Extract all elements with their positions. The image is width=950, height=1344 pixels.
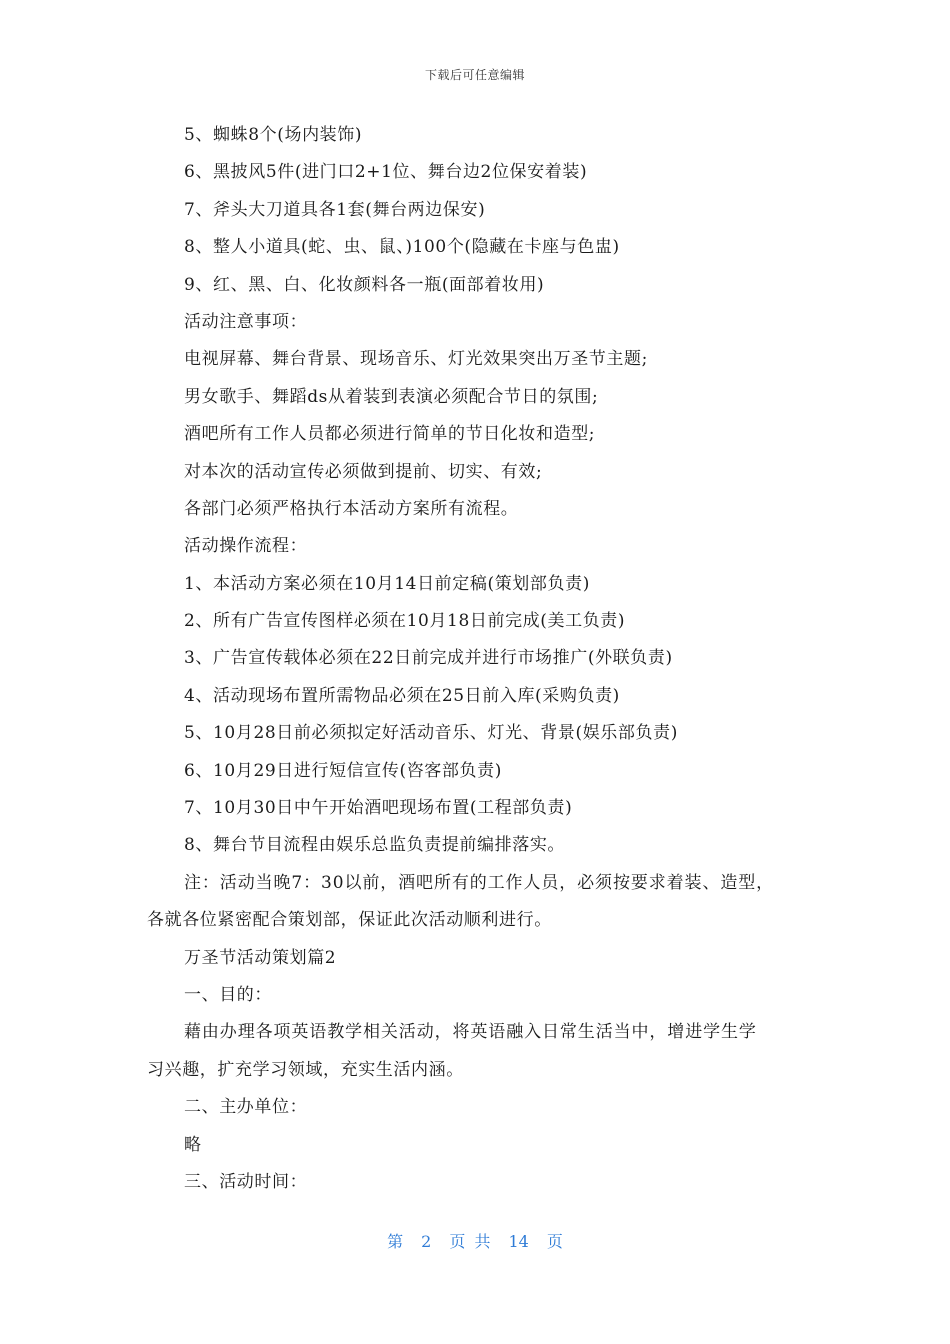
footer-page-number: 2 (421, 1232, 432, 1251)
footer-di: 第 (387, 1232, 404, 1251)
paragraph-line: 8、整人小道具(蛇、虫、鼠、)100个(隐藏在卡座与色盅) (184, 237, 620, 258)
paragraph-line-continued: 习兴趣，扩充学习领域，充实生活内涵。 (147, 1059, 464, 1080)
paragraph-line: 电视屏幕、舞台背景、现场音乐、灯光效果突出万圣节主题; (184, 349, 648, 370)
paragraph-line: 6、10月29日进行短信宣传(咨客部负责) (184, 760, 502, 781)
footer-ye-gong: 页 共 (449, 1232, 491, 1251)
paragraph-line: 对本次的活动宣传必须做到提前、切实、有效; (184, 461, 543, 482)
document-body (147, 117, 812, 1201)
section-heading: 一、目的： (184, 984, 272, 1005)
page-footer (0, 1229, 950, 1252)
paragraph-line: 6、黑披风5件(进门口2+1位、舞台边2位保安着装) (184, 162, 588, 183)
paragraph-line: 男女歌手、舞蹈ds从着装到表演必须配合节日的氛围; (184, 386, 599, 407)
paragraph-line: 酒吧所有工作人员都必须进行简单的节日化妆和造型; (184, 424, 596, 445)
section-heading: 二、主办单位： (184, 1097, 308, 1118)
paragraph-line: 3、广告宣传载体必须在22日前完成并进行市场推广(外联负责) (184, 648, 673, 669)
paragraph-line: 4、活动现场布置所需物品必须在25日前入库(采购负责) (184, 685, 620, 706)
paragraph-line: 7、10月30日中午开始酒吧现场布置(工程部负责) (184, 798, 573, 819)
section-heading: 三、活动时间： (184, 1171, 308, 1192)
paragraph-line: 略 (184, 1134, 202, 1155)
footer-total-pages: 14 (508, 1232, 529, 1251)
paragraph-line: 各部门必须严格执行本活动方案所有流程。 (184, 498, 519, 519)
paragraph-line: 5、10月28日前必须拟定好活动音乐、灯光、背景(娱乐部负责) (184, 723, 678, 744)
page-header: 下载后可任意编辑 (424, 68, 525, 82)
paragraph-line: 注：活动当晚7：30以前，酒吧所有的工作人员，必须按要求着装、造型， (184, 872, 775, 893)
paragraph-line: 9、红、黑、白、化妆颜料各一瓶(面部着妆用) (184, 274, 545, 295)
paragraph-line: 5、蜘蛛8个(场内装饰) (184, 125, 363, 145)
paragraph-line-continued: 各就各位紧密配合策划部，保证此次活动顺利进行。 (147, 910, 552, 931)
paragraph-line: 7、斧头大刀道具各1套(舞台两边保安) (184, 199, 486, 220)
section-heading: 活动注意事项： (184, 311, 308, 332)
footer-ye: 页 (546, 1232, 563, 1251)
paragraph-line: 2、所有广告宣传图样必须在10月18日前完成(美工负责) (184, 611, 626, 632)
section-heading: 万圣节活动策划篇2 (184, 947, 337, 968)
paragraph-line: 8、舞台节目流程由娱乐总监负责提前编排落实。 (184, 835, 566, 856)
paragraph-line: 1、本活动方案必须在10月14日前定稿(策划部负责) (184, 573, 590, 594)
section-heading: 活动操作流程： (184, 536, 308, 557)
paragraph-line: 藉由办理各项英语教学相关活动，将英语融入日常生活当中，增进学生学 (184, 1022, 757, 1043)
